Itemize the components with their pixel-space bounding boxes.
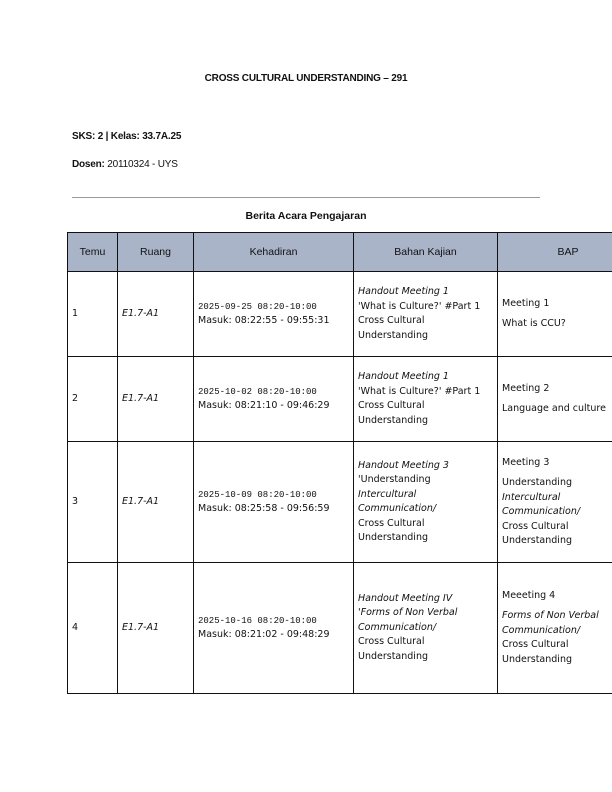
bahan-line: Handout Meeting 1 [358, 371, 449, 382]
bap-line: Understanding [502, 653, 572, 665]
cell-bahan-kajian [354, 563, 498, 694]
cell-ruang: E1.7-A1 [118, 272, 194, 357]
bahan-line: Handout Meeting IV [358, 592, 453, 604]
cell-bap [498, 563, 612, 694]
bahan-line: Communication/ [358, 503, 437, 514]
horizontal-divider [72, 197, 540, 198]
table-header-row [68, 233, 612, 272]
column-header-temu: Temu [68, 233, 118, 272]
column-header-ruang: Ruang [118, 233, 194, 272]
sks-label: SKS: [72, 131, 96, 142]
cell-temu: 2 [68, 357, 118, 442]
bahan-line: 'What is Culture?' #Part 1 [358, 300, 481, 312]
bahan-line: 'What is Culture?' #Part 1 [358, 385, 481, 397]
table-row [68, 272, 612, 357]
bahan-line: Understanding [358, 414, 428, 426]
bahan-line: Understanding [358, 532, 428, 543]
kehadiran-jadwal: 2025-10-02 08:20-10:00 [198, 386, 317, 397]
kehadiran-masuk: Masuk: 08:21:10 - 09:46:29 [198, 400, 330, 411]
section-title: Berita Acara Pengajaran [245, 210, 367, 222]
bap-line: Understanding [502, 477, 572, 488]
cell-kehadiran [194, 442, 354, 563]
cell-bahan-kajian [354, 442, 498, 563]
sks-line [72, 131, 181, 142]
bap-title: Meeting 2 [502, 382, 550, 394]
kehadiran-jadwal: 2025-10-16 08:20-10:00 [198, 615, 317, 626]
bahan-line: 'Forms of Non Verbal [358, 607, 458, 619]
bahan-line: Cross Cultural [358, 517, 425, 529]
column-header-bahan-kajian: Bahan Kajian [354, 233, 498, 272]
bap-title: Meeting 1 [502, 297, 550, 309]
bahan-line: Understanding [358, 650, 428, 662]
bap-title: Meeeting 4 [502, 589, 556, 601]
cell-kehadiran [194, 357, 354, 442]
dosen-label: Dosen: [72, 159, 105, 170]
cell-temu: 3 [68, 442, 118, 563]
cell-ruang: E1.7-A1 [118, 442, 194, 563]
cell-temu: 1 [68, 272, 118, 357]
cell-bahan-kajian [354, 272, 498, 357]
cell-bap [498, 272, 612, 357]
cell-temu: 4 [68, 563, 118, 694]
document-title: CROSS CULTURAL UNDERSTANDING – 291 [204, 73, 408, 84]
bahan-line: Understanding [358, 329, 428, 341]
dosen-line [72, 159, 178, 170]
cell-ruang: E1.7-A1 [118, 563, 194, 694]
kehadiran-masuk: Masuk: 08:21:02 - 09:48:29 [198, 629, 330, 640]
bap-table [67, 232, 612, 694]
bap-line: Intercultural [502, 491, 561, 503]
bap-title: Meeting 3 [502, 456, 550, 468]
bahan-line: Handout Meeting 1 [358, 286, 449, 297]
bap-line: Communication/ [502, 506, 581, 517]
bahan-line: Cross Cultural [358, 636, 425, 648]
kehadiran-jadwal: 2025-09-25 08:20-10:00 [198, 301, 317, 312]
bap-line: Cross Cultural [502, 520, 569, 532]
cell-bahan-kajian [354, 357, 498, 442]
cell-bap [498, 442, 612, 563]
table-row [68, 357, 612, 442]
bahan-line: Cross Cultural [358, 315, 425, 326]
bahan-line: Handout Meeting 3 [358, 459, 449, 471]
kehadiran-masuk: Masuk: 08:25:58 - 09:56:59 [198, 503, 330, 514]
dosen-value: 20110324 - UYS [107, 159, 178, 170]
bahan-line: Intercultural [358, 488, 417, 500]
bahan-line: Communication/ [358, 621, 437, 633]
table-row [68, 442, 612, 563]
table-row [68, 563, 612, 694]
cell-kehadiran [194, 563, 354, 694]
bahan-line: 'Understanding [358, 474, 431, 485]
bap-line: Language and culture [502, 403, 606, 414]
cell-kehadiran [194, 272, 354, 357]
bap-line: What is CCU? [502, 318, 566, 329]
bap-line: Communication/ [502, 624, 581, 636]
kehadiran-jadwal: 2025-10-09 08:20-10:00 [198, 489, 317, 500]
kehadiran-masuk: Masuk: 08:22:55 - 09:55:31 [198, 315, 330, 326]
column-header-kehadiran: Kehadiran [194, 233, 354, 272]
column-header-bap: BAP [498, 233, 612, 272]
bap-line: Understanding [502, 535, 572, 546]
bap-line: Forms of Non Verbal [502, 610, 599, 622]
cell-ruang: E1.7-A1 [118, 357, 194, 442]
bahan-line: Cross Cultural [358, 400, 425, 411]
bap-line: Cross Cultural [502, 639, 569, 651]
cell-bap [498, 357, 612, 442]
sks-value: 2 | Kelas: 33.7A.25 [97, 131, 182, 142]
